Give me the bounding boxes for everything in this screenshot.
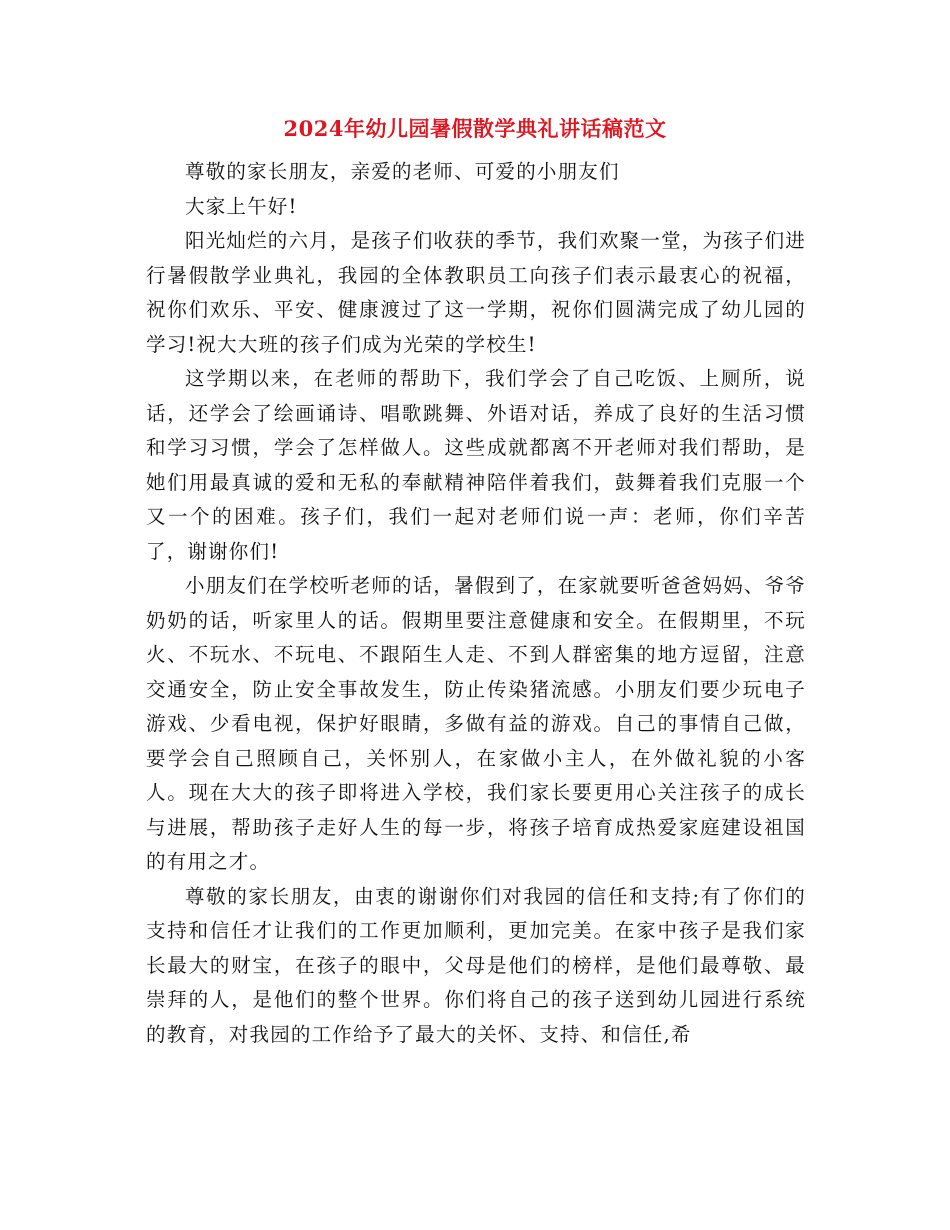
document-body xyxy=(146,155,806,1052)
paragraph-salutation: 尊敬的家长朋友，亲爱的老师、可爱的小朋友们 xyxy=(185,160,620,183)
document-title: 2024年幼儿园暑假散学典礼讲话稿范文 xyxy=(283,116,667,141)
paragraph-3: 小朋友们在学校听老师的话，暑假到了，在家就要听爸爸妈妈、爷爷奶奶的话，听家里人的话。假期里要注意健康和安全。在假期里，不玩火、不玩水、不玩电、不跟陌生人走、不到人群密集的地方逗留，注意交通安全，防止安全事故发生，防止传染猪流感。小朋友们要少玩电子游戏、少看电视，保护好眼睛，多做有益的游戏。自己的事情自己做，要学会自己照顾自己，关怀别人，在家做小主人，在外做礼貌的小客人。现在大大的孩子即将进入学校，我们家长要更用心关注孩子的成长与进展，帮助孩子走好人生的每一步，将孩子培育成热爱家庭建设祖国的有用之才。 xyxy=(146,574,807,873)
paragraph-greeting: 大家上午好! xyxy=(185,194,298,218)
paragraph-4: 尊敬的家长朋友，由衷的谢谢你们对我园的信任和支持;有了你们的支持和信任才让我们的工作更加顺利，更加完美。在家中孩子是我们家长最大的财宝，在孩子的眼中，父母是他们的榜样，是他们最尊敬、最崇拜的人，是他们的整个世界。你们将自己的孩子送到幼儿园进行系统的教育，对我园的工作给予了最大的关怀、支持、和信任,希 xyxy=(146,884,806,1046)
paragraph-1: 阳光灿烂的六月，是孩子们收获的季节，我们欢聚一堂，为孩子们进行暑假散学业典礼，我园的全体教职员工向孩子们表示最衷心的祝福，祝你们欢乐、平安、健康渡过了这一学期，祝你们圆满完成了幼儿园的学习!祝大大班的孩子们成为光荣的学校生! xyxy=(146,229,807,356)
paragraph-2: 这学期以来，在老师的帮助下，我们学会了自己吃饭、上厕所，说话，还学会了绘画诵诗、唱歌跳舞、外语对话，养成了良好的生活习惯和学习习惯，学会了怎样做人。这些成就都离不开老师对我们帮助，是她们用最真诚的爱和无私的奉献精神陪伴着我们，鼓舞着我们克服一个又一个的困难。孩子们，我们一起对老师们说一声：老师，你们辛苦了，谢谢你们! xyxy=(146,367,806,563)
